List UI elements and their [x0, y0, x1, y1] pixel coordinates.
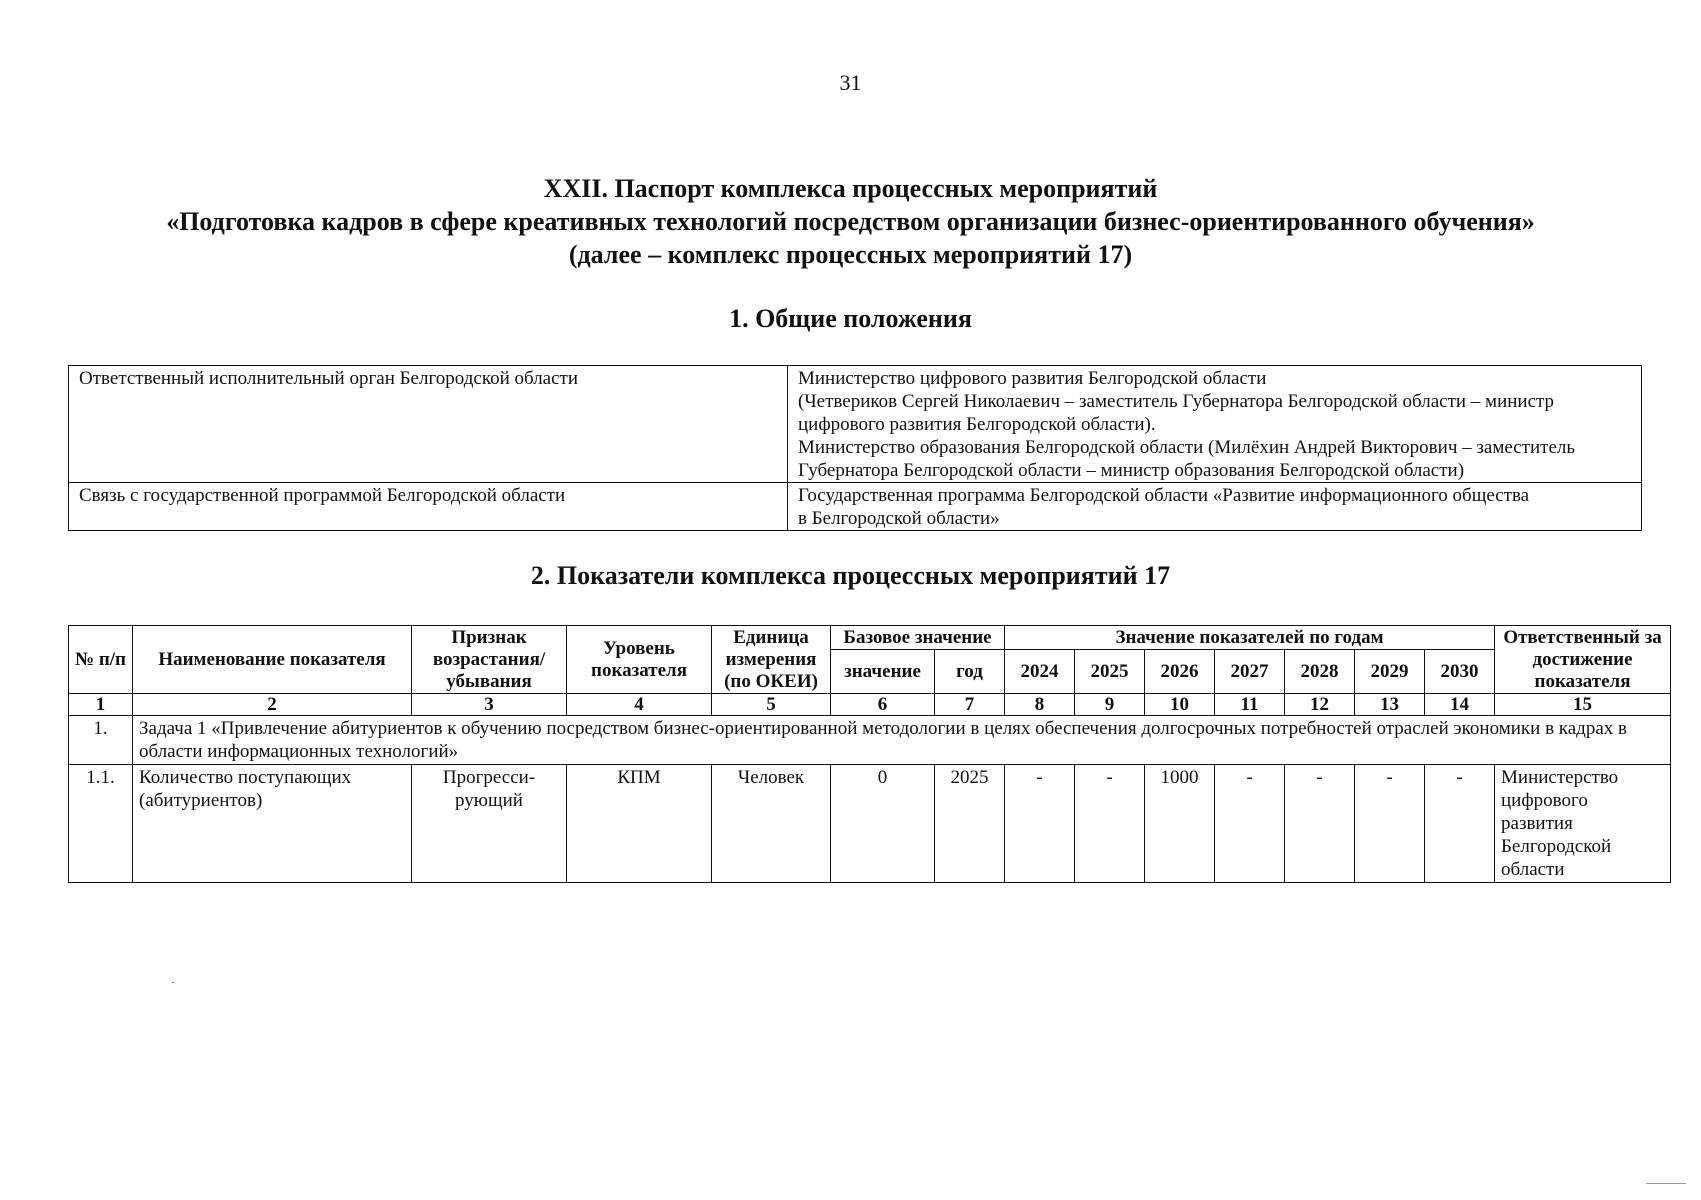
title-line-2: «Подготовка кадров в сфере креативных технологий посредством организации бизнес-ориентированного обучения»: [166, 207, 1535, 236]
column-number: 7: [935, 694, 1005, 716]
column-number: 11: [1215, 694, 1285, 716]
responsible-body-value: Министерство цифрового развития Белгородской области (Четвериков Сергей Николаевич – заместитель Губернатора Белгородской области – министр цифрового развития Белгородской области). Министерство образования Белгородской области (Милёхин Андрей Викторович – заместитель Губернатора Белгородской области – министр образования Белгородской области): [788, 366, 1642, 483]
header-row-1: [69, 626, 1671, 650]
indicator-base-year: 2025: [935, 765, 1005, 883]
header-by-years: Значение показателей по годам: [1005, 626, 1495, 650]
title-line-1: XXII. Паспорт комплекса процессных мероприятий: [543, 174, 1158, 203]
indicator-value-2024: -: [1005, 765, 1075, 883]
column-number: 9: [1075, 694, 1145, 716]
column-number: 13: [1355, 694, 1425, 716]
header-trend: Признак возрастания/ убывания: [412, 626, 567, 694]
indicator-value-2027: -: [1215, 765, 1285, 883]
program-link-label: Связь с государственной программой Белгородской области: [69, 483, 788, 531]
indicator-trend: Прогресси- рующий: [412, 765, 567, 883]
indicator-base-value: 0: [831, 765, 935, 883]
header-year-2029: 2029: [1355, 650, 1425, 694]
indicator-value-2026: 1000: [1145, 765, 1215, 883]
column-number: 12: [1285, 694, 1355, 716]
indicator-value-2028: -: [1285, 765, 1355, 883]
column-number: 6: [831, 694, 935, 716]
column-number: 8: [1005, 694, 1075, 716]
column-number: 5: [712, 694, 831, 716]
indicator-unit: Человек: [712, 765, 831, 883]
indicator-level: КПМ: [567, 765, 712, 883]
column-numbers-row: [69, 694, 1671, 716]
table-row: [69, 483, 1642, 531]
indicator-responsible: Министерство цифрового развития Белгородской области: [1495, 765, 1671, 883]
header-year-2024: 2024: [1005, 650, 1075, 694]
indicator-row: [69, 765, 1671, 883]
indicator-value-2030: -: [1425, 765, 1495, 883]
indicator-value-2025: -: [1075, 765, 1145, 883]
header-year-2026: 2026: [1145, 650, 1215, 694]
header-name: Наименование показателя: [133, 626, 412, 694]
indicator-name: Количество поступающих (абитуриентов): [133, 765, 412, 883]
header-year-2025: 2025: [1075, 650, 1145, 694]
scan-speck: [172, 982, 174, 983]
task-row: [69, 716, 1671, 765]
column-number: 10: [1145, 694, 1215, 716]
column-number: 15: [1495, 694, 1671, 716]
header-year-2027: 2027: [1215, 650, 1285, 694]
header-base-value: значение: [831, 650, 935, 694]
indicator-number: 1.1.: [69, 765, 133, 883]
header-year-2028: 2028: [1285, 650, 1355, 694]
program-link-value: Государственная программа Белгородской области «Развитие информационного общества в Белгородской области»: [788, 483, 1642, 531]
document-title: [0, 172, 1701, 271]
column-number: 1: [69, 694, 133, 716]
header-year-2030: 2030: [1425, 650, 1495, 694]
table-row: [69, 366, 1642, 483]
column-number: 14: [1425, 694, 1495, 716]
task-number: 1.: [69, 716, 133, 765]
general-provisions-table: [68, 365, 1642, 531]
responsible-body-label: Ответственный исполнительный орган Белгородской области: [69, 366, 788, 483]
indicators-table: [68, 625, 1671, 883]
indicator-value-2029: -: [1355, 765, 1425, 883]
header-level: Уровень показателя: [567, 626, 712, 694]
title-line-3: (далее – комплекс процессных мероприятий 17): [568, 240, 1133, 269]
task-text: Задача 1 «Привлечение абитуриентов к обучению посредством бизнес-ориентированной методологии в целях обеспечения долгосрочных потребностей отраслей экономики в кадрах в области информационных технологий»: [133, 716, 1671, 765]
header-responsible: Ответственный за достижение показателя: [1495, 626, 1671, 694]
scan-edge-line: [1646, 1183, 1686, 1184]
page-number: 31: [839, 70, 862, 95]
header-base: Базовое значение: [831, 626, 1005, 650]
column-number: 2: [133, 694, 412, 716]
header-base-year: год: [935, 650, 1005, 694]
header-unit: Единица измерения (по ОКЕИ): [712, 626, 831, 694]
column-number: 4: [567, 694, 712, 716]
header-num: № п/п: [69, 626, 133, 694]
section-2-heading: 2. Показатели комплекса процессных мероприятий 17: [530, 561, 1171, 590]
column-number: 3: [412, 694, 567, 716]
section-1-heading: 1. Общие положения: [729, 304, 972, 333]
